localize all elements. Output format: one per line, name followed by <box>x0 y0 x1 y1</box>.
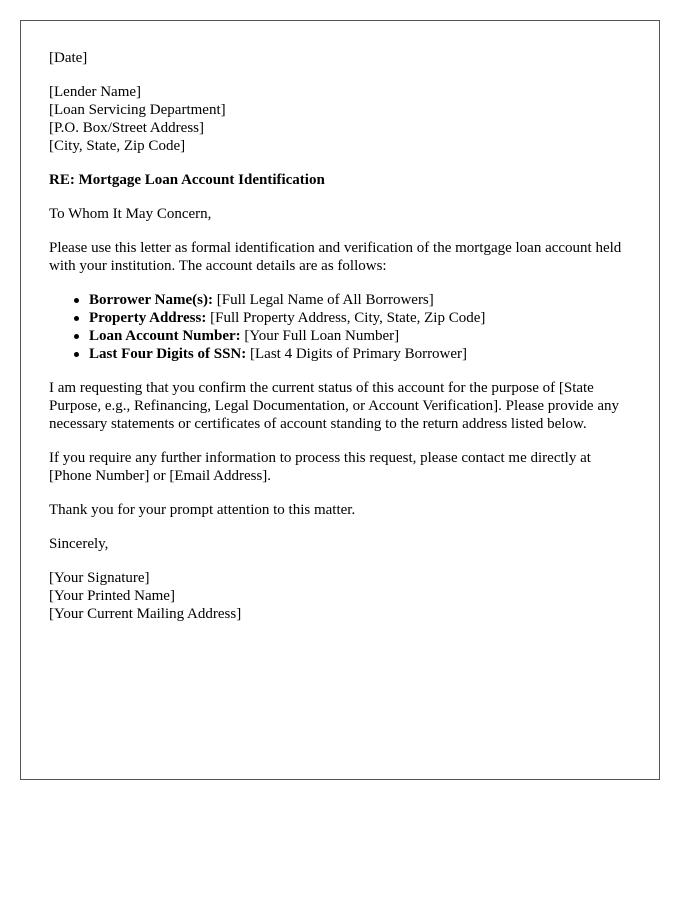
detail-label: Loan Account Number: <box>89 328 241 344</box>
intro-paragraph: Please use this letter as formal identification and verification of the mortgage loan account held with your institution. The account details are as follows: <box>49 240 622 274</box>
account-details-list <box>49 291 631 363</box>
detail-value: [Last 4 Digits of Primary Borrower] <box>246 346 468 362</box>
printed-name-line: [Your Printed Name] <box>49 588 175 604</box>
recipient-department: [Loan Servicing Department] <box>49 102 226 118</box>
detail-value: [Full Legal Name of All Borrowers] <box>212 292 434 308</box>
detail-value: [Full Property Address, City, State, Zip Code] <box>206 310 486 326</box>
detail-label: Borrower Name(s): <box>89 292 213 308</box>
recipient-lender-name: [Lender Name] <box>49 84 142 100</box>
recipient-street: [P.O. Box/Street Address] <box>49 120 204 136</box>
signature-line: [Your Signature] <box>49 570 150 586</box>
request-paragraph: I am requesting that you confirm the current status of this account for the purpose of [State Purpose, e.g., Refinancing, Legal Documentation, or Account Verification]. Please provide any necessary statements or certificates of account standing to the return address listed below. <box>49 380 619 432</box>
detail-value: [Your Full Loan Number] <box>240 328 400 344</box>
list-item <box>89 309 631 327</box>
recipient-address <box>49 83 631 155</box>
detail-label: Last Four Digits of SSN: <box>89 346 247 362</box>
closing: Sincerely, <box>49 536 109 552</box>
list-item <box>89 345 631 363</box>
thanks-paragraph: Thank you for your prompt attention to this matter. <box>49 502 356 518</box>
letter-date <box>49 49 631 67</box>
letter-page <box>20 20 660 780</box>
salutation: To Whom It May Concern, <box>49 206 212 222</box>
subject-line: RE: Mortgage Loan Account Identification <box>49 172 325 188</box>
detail-label: Property Address: <box>89 310 207 326</box>
mailing-address-line: [Your Current Mailing Address] <box>49 606 242 622</box>
list-item <box>89 327 631 345</box>
date-text: [Date] <box>49 50 88 66</box>
contact-paragraph: If you require any further information to process this request, please contact me directly at [Phone Number] or [Email Address]. <box>49 450 591 484</box>
list-item <box>89 291 631 309</box>
recipient-city-state-zip: [City, State, Zip Code] <box>49 138 186 154</box>
signature-block <box>49 569 631 623</box>
